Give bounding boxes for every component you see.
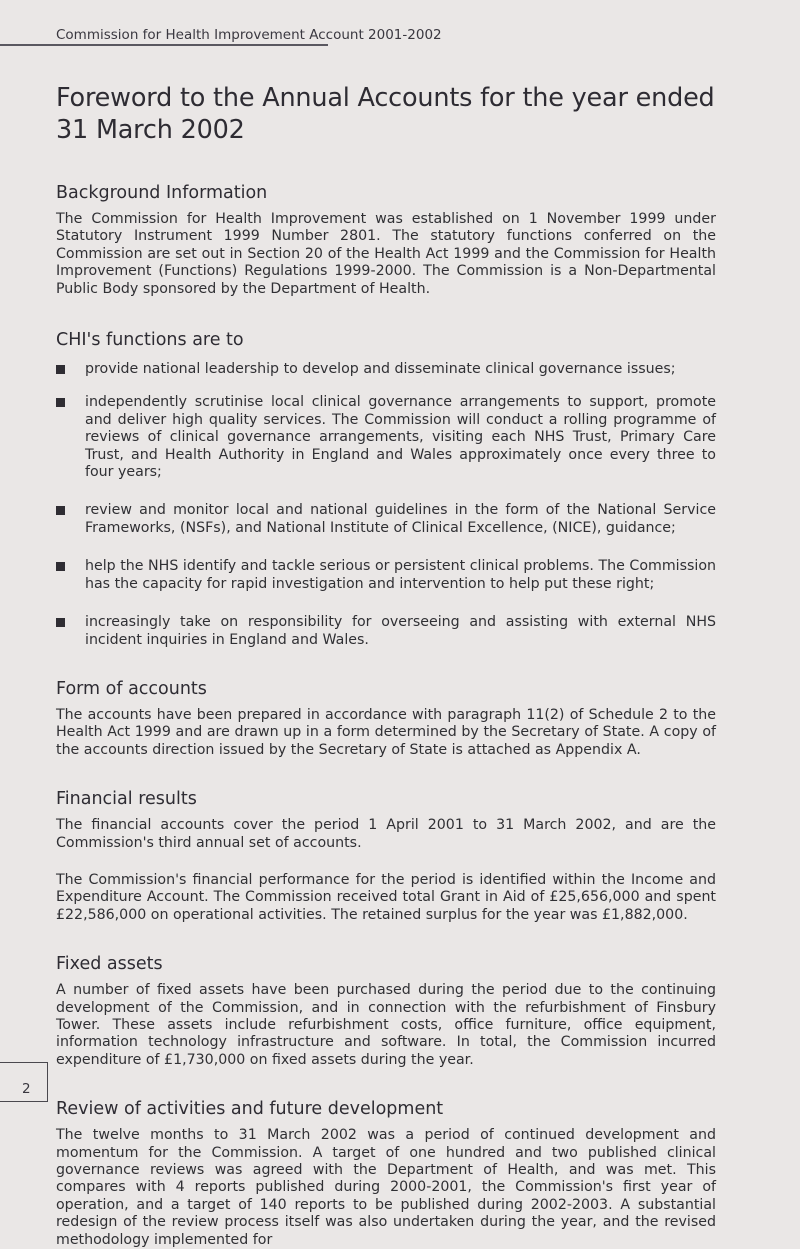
financial-results-heading: Financial results xyxy=(56,789,197,810)
running-header: Commission for Health Improvement Account 2001-2002 xyxy=(56,27,442,43)
list-item xyxy=(56,614,716,649)
review-heading: Review of activities and future development xyxy=(56,1099,444,1120)
header-rule xyxy=(0,44,328,46)
bullet-square-icon xyxy=(56,398,65,407)
page-title xyxy=(56,82,716,146)
bullet-square-icon xyxy=(56,365,65,374)
list-item-text: independently scrutinise local clinical governance arrangements to support, promote and deliver high quality services. The Commission will conduct a rolling programme of reviews of clinical governance arrangements, visiting each NHS Trust, Primary Care Trust, and Health Authority in England and Wales approximately once every three to four years; xyxy=(85,394,716,481)
bullet-square-icon xyxy=(56,506,65,515)
bullet-square-icon xyxy=(56,618,65,627)
list-item-text: increasingly take on responsibility for overseeing and assisting with external NHS incident inquiries in England and Wales. xyxy=(85,614,716,648)
list-item xyxy=(56,394,716,481)
functions-list xyxy=(56,361,716,649)
fixed-assets-heading: Fixed assets xyxy=(56,954,163,975)
document-body xyxy=(56,82,716,1249)
page-title-line-2: 31 March 2002 xyxy=(56,115,245,145)
financial-results-paragraph-2: The Commission's financial performance for the period is identified within the Income and Expenditure Account. The Commission received total Grant in Aid of £25,656,000 and spent £22,586,000 on operational activities. The retained surplus for the year was £1,882,000. xyxy=(56,871,716,923)
bullet-square-icon xyxy=(56,562,65,571)
form-of-accounts-heading: Form of accounts xyxy=(56,678,207,699)
list-item-text: review and monitor local and national guidelines in the form of the National Service Frameworks, (NSFs), and National Institute of Clinical Excellence, (NICE), guidance; xyxy=(85,502,716,536)
page-number: 2 xyxy=(22,1081,31,1097)
list-item xyxy=(56,558,716,593)
list-item-text: help the NHS identify and tackle serious or persistent clinical problems. The Commission has the capacity for rapid investigation and intervention to help put these right; xyxy=(85,558,716,592)
form-of-accounts-paragraph: The accounts have been prepared in accordance with paragraph 11(2) of Schedule 2 to the Health Act 1999 and are drawn up in a form determined by the Secretary of State. A copy of the accounts direction issued by the Secretary of State is attached as Appendix A. xyxy=(56,706,716,758)
fixed-assets-paragraph: A number of fixed assets have been purchased during the period due to the continuing development of the Commission, and in connection with the refurbishment of Finsbury Tower. These assets include refurbishment costs, office furniture, office equipment, information technology infrastructure and software. In total, the Commission incurred expenditure of £1,730,000 on fixed assets during the year. xyxy=(56,982,716,1068)
background-heading: Background Information xyxy=(56,183,268,203)
list-item-text: provide national leadership to develop and disseminate clinical governance issues; xyxy=(85,361,676,378)
list-item xyxy=(56,361,716,378)
list-item xyxy=(56,502,716,537)
page-title-line-1: Foreword to the Annual Accounts for the year ended xyxy=(56,83,715,113)
background-paragraph: The Commission for Health Improvement was established on 1 November 1999 under Statutory Instrument 1999 Number 2801. The statutory functions conferred on the Commission are set out in Section 20 of the Health Act 1999 and the Commission for Health Improvement (Functions) Regulations 1999-2000. The Commission is a Non-Departmental Public Body sponsored by the Department of Health. xyxy=(56,211,716,297)
review-paragraph: The twelve months to 31 March 2002 was a period of continued development and momentum for the Commission. A target of one hundred and two published clinical governance reviews was agreed with the Department of Health, and was met. This compares with 4 reports published during 2000-2001, the Commission's first year of operation, and a target of 140 reports to be published during 2002-2003. A substantial redesign of the review process itself was also undertaken during the year, and the revised methodology implemented for xyxy=(56,1127,716,1248)
financial-results-paragraph-1: The financial accounts cover the period 1 April 2001 to 31 March 2002, and are the Commission's third annual set of accounts. xyxy=(56,817,716,851)
functions-heading: CHI's functions are to xyxy=(56,330,244,351)
